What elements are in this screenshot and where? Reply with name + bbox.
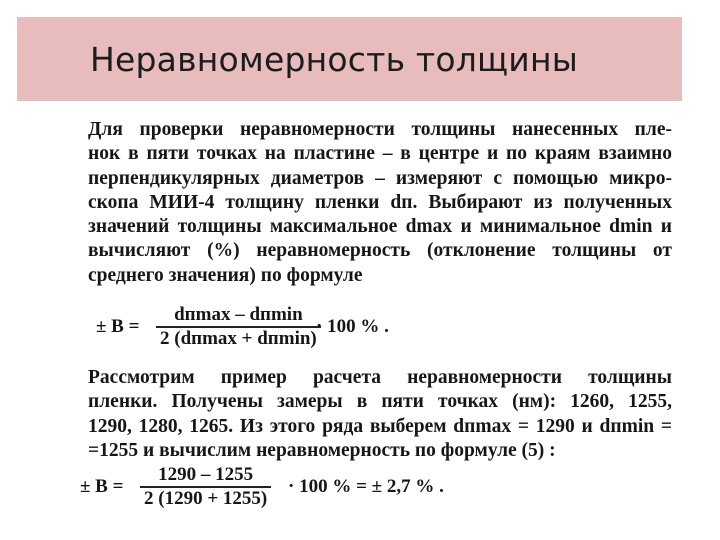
scanned-text-block: [80, 108, 678, 528]
formula-1-denominator: 2 (dпmax + dпmin): [160, 327, 317, 349]
paragraph-measurement-method: [88, 118, 672, 288]
formula-2-lhs: ± B =: [80, 476, 124, 497]
text-line: вычисляют (%) неравномерность (отклонение толщины от: [88, 240, 672, 262]
text-line: Рассмотрим пример расчета неравномерности толщины: [88, 367, 672, 388]
text-line: Для проверки неравномерности толщины нанесенных пле-: [88, 119, 672, 140]
formula-1-numerator: dпmax – dпmin: [174, 304, 303, 325]
paragraph-example: [88, 366, 672, 463]
formula-1-rhs: · 100 % .: [316, 316, 389, 337]
text-line: 1290, 1280, 1265. Из этого ряда выберем dпmax = 1290 и dпmin =: [88, 415, 672, 437]
text-line: =1255 и вычислим неравномерность по формуле (5) :: [88, 439, 556, 461]
text-line: среднего значения) по формуле: [88, 264, 363, 286]
text-line: нок в пяти точках на пластине – в центре и по краям взаимно: [88, 143, 672, 165]
slide-title: Неравномерность толщины: [90, 40, 578, 79]
text-line: перпендикулярных диаметров – измеряют с помощью микро-: [88, 167, 672, 189]
formula-1-lhs: ± B =: [96, 316, 140, 337]
formula-2-denominator: 2 (1290 + 1255): [144, 487, 268, 509]
text-line: значений толщины максимальное dmax и минимальное dmin и: [88, 216, 672, 238]
formula-2-fraction: [140, 464, 271, 510]
formula-1-fraction: [156, 304, 321, 350]
formula-2-numerator: 1290 – 1255: [158, 464, 254, 485]
formula-2-rhs: · 100 % = ± 2,7 % .: [288, 476, 444, 497]
text-line: пленки. Получены замеры в пяти точках (нм): 1260, 1255,: [88, 391, 672, 413]
text-line: скопа МИИ-4 толщину пленки dп. Выбирают из полученных: [88, 191, 672, 213]
